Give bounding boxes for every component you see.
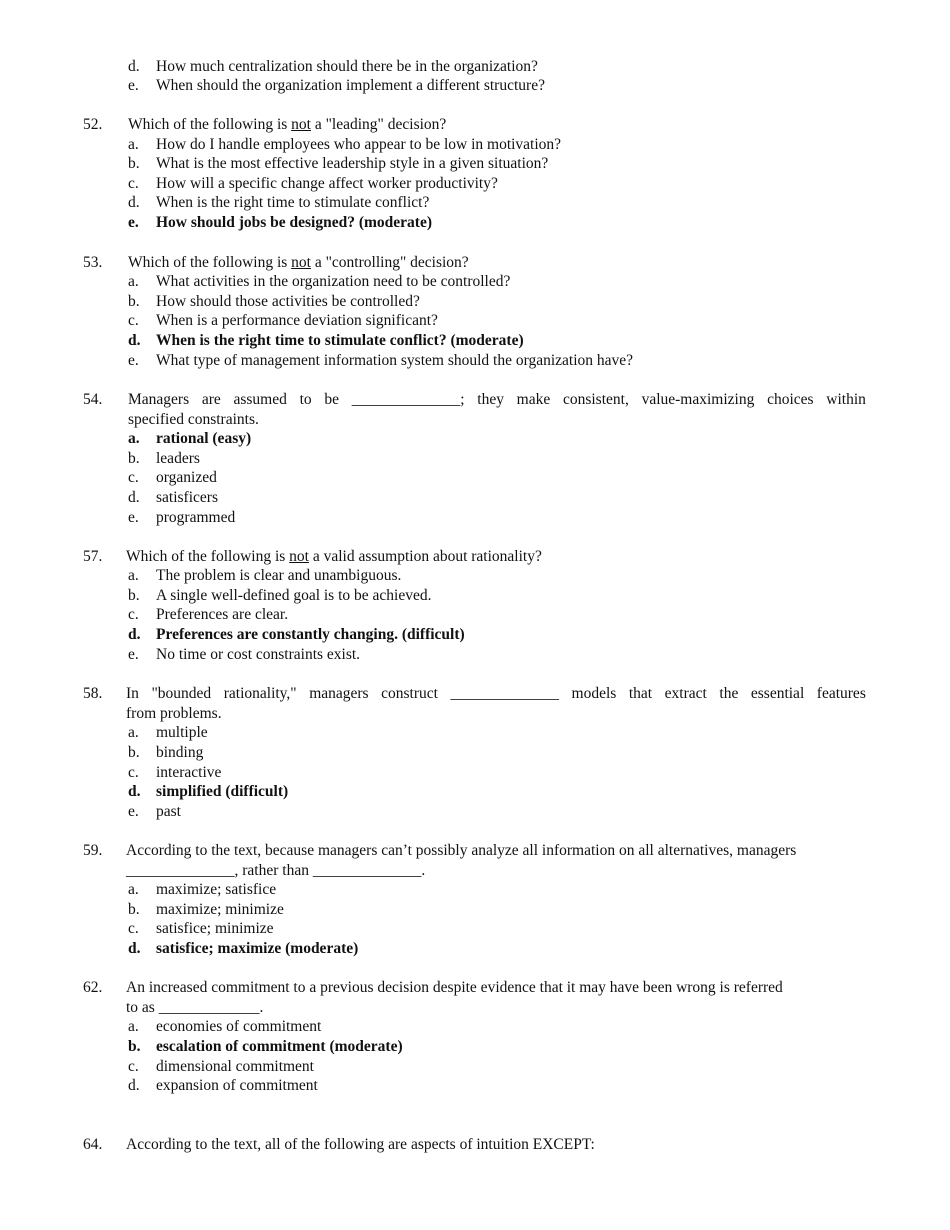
- option-letter: e.: [128, 803, 139, 820]
- option-text: satisfice; maximize (moderate): [156, 940, 359, 957]
- question-stem: [0, 1135, 950, 1155]
- stem-word: features: [816, 685, 866, 702]
- stem-word: make: [516, 391, 551, 408]
- option-letter: a.: [128, 724, 139, 741]
- stem-word: value-maximizing: [641, 391, 755, 408]
- option-letter: e.: [128, 77, 139, 94]
- question-stem: [0, 390, 950, 410]
- option-letter: a.: [128, 430, 140, 447]
- option-text: programmed: [156, 509, 236, 526]
- option-letter: e.: [128, 646, 139, 663]
- option-row: [0, 566, 950, 586]
- option-row: [0, 57, 950, 77]
- question-stem: [0, 547, 950, 567]
- option-letter: a.: [128, 136, 139, 153]
- answer-blank: ______________: [450, 685, 559, 702]
- option-text: economies of commitment: [156, 1018, 322, 1035]
- stem-word: construct: [381, 685, 438, 702]
- option-text: The problem is clear and unambiguous.: [156, 567, 402, 584]
- option-letter: d.: [128, 332, 141, 349]
- option-letter: d.: [128, 626, 141, 643]
- option-letter: a.: [128, 1018, 139, 1035]
- question-text: [126, 547, 542, 567]
- option-letter: c.: [128, 920, 139, 937]
- question-text: An increased commitment to a previous decision despite evidence that it may have been wrong is referred: [126, 979, 783, 996]
- option-row: [0, 449, 950, 469]
- stem-word: are: [201, 391, 221, 408]
- option-text: When is the right time to stimulate conflict? (moderate): [156, 332, 524, 349]
- option-letter: c.: [128, 1058, 139, 1075]
- option-letter: b.: [128, 450, 140, 467]
- option-text: expansion of commitment: [156, 1077, 318, 1094]
- answer-blank: ______________;: [351, 391, 465, 408]
- stem-part: Which of the following is: [126, 548, 290, 565]
- option-text: leaders: [156, 450, 200, 467]
- question-text: According to the text, all of the following are aspects of intuition EXCEPT:: [126, 1136, 595, 1153]
- correct-answer-row: [0, 625, 950, 645]
- stem-word: rationality,": [223, 685, 297, 702]
- option-letter: c.: [128, 469, 139, 486]
- option-letter: b.: [128, 744, 140, 761]
- question-stem: [0, 978, 950, 998]
- correct-answer-row: [0, 782, 950, 802]
- option-letter: c.: [128, 764, 139, 781]
- stem-part: Which of the following is: [128, 116, 292, 133]
- option-text: Preferences are constantly changing. (difficult): [156, 626, 465, 643]
- option-text: When is a performance deviation significant?: [156, 312, 438, 329]
- option-letter: c.: [128, 175, 139, 192]
- option-letter: d.: [128, 783, 141, 800]
- option-text: interactive: [156, 764, 222, 781]
- option-row: [0, 900, 950, 920]
- stem-word: essential: [750, 685, 805, 702]
- option-text: maximize; minimize: [156, 901, 284, 918]
- option-text: simplified (difficult): [156, 783, 289, 800]
- stem-underlined: not: [289, 548, 309, 565]
- option-row: [0, 919, 950, 939]
- stem-word: consistent,: [562, 391, 629, 408]
- option-row: [0, 193, 950, 213]
- option-text: rational (easy): [156, 430, 252, 447]
- option-row: [0, 723, 950, 743]
- option-text: What type of management information system should the organization have?: [156, 352, 634, 369]
- stem-part: a "leading" decision?: [310, 116, 447, 133]
- question-stem: [0, 841, 950, 861]
- question-text-line: [126, 684, 866, 704]
- option-row: [0, 351, 950, 371]
- option-text: How much centralization should there be in the organization?: [156, 58, 538, 75]
- stem-word: models: [571, 685, 617, 702]
- correct-answer-row: [0, 1037, 950, 1057]
- stem-word: In: [126, 685, 139, 702]
- question-number: 62.: [83, 979, 103, 996]
- stem-part: a "controlling" decision?: [310, 254, 469, 271]
- option-text: How will a specific change affect worker productivity?: [156, 175, 498, 192]
- option-letter: c.: [128, 606, 139, 623]
- option-row: [0, 586, 950, 606]
- option-row: [0, 135, 950, 155]
- option-text: How should those activities be controlled?: [156, 293, 420, 310]
- question-stem: [0, 684, 950, 704]
- question-text: [128, 115, 446, 135]
- option-letter: e.: [128, 214, 139, 231]
- question-number: 64.: [83, 1136, 103, 1153]
- option-row: [0, 763, 950, 783]
- option-row: [0, 154, 950, 174]
- option-row: [0, 292, 950, 312]
- option-text: When should the organization implement a different structure?: [156, 77, 545, 94]
- question-number: 58.: [83, 685, 103, 702]
- option-letter: a.: [128, 567, 139, 584]
- question-text: [128, 253, 469, 273]
- question-text: According to the text, because managers can’t possibly analyze all information on all alternatives, managers: [126, 842, 797, 859]
- option-text: maximize; satisfice: [156, 881, 277, 898]
- correct-answer-row: [0, 429, 950, 449]
- stem-underlined: not: [291, 116, 311, 133]
- option-text: dimensional commitment: [156, 1058, 314, 1075]
- question-text-line: ______________, rather than ______________.: [126, 862, 426, 879]
- option-letter: a.: [128, 273, 139, 290]
- option-letter: d.: [128, 940, 141, 957]
- option-letter: e.: [128, 352, 139, 369]
- stem-word: that: [628, 685, 653, 702]
- option-letter: b.: [128, 587, 140, 604]
- option-text: satisfice; minimize: [156, 920, 274, 937]
- stem-word: the: [719, 685, 739, 702]
- option-letter: b.: [128, 293, 140, 310]
- option-text: organized: [156, 469, 217, 486]
- option-row: [0, 645, 950, 665]
- option-letter: c.: [128, 312, 139, 329]
- option-text: past: [156, 803, 181, 820]
- stem-word: choices: [767, 391, 814, 408]
- question-text-line: [128, 390, 866, 410]
- stem-word: to: [299, 391, 312, 408]
- stem-word: Managers: [128, 391, 190, 408]
- stem-part: Which of the following is: [128, 254, 292, 271]
- option-letter: d.: [128, 194, 140, 211]
- stem-word: be: [324, 391, 340, 408]
- question-number: 53.: [83, 254, 103, 271]
- option-letter: b.: [128, 901, 140, 918]
- correct-answer-row: [0, 939, 950, 959]
- option-row: [0, 488, 950, 508]
- option-row: [0, 605, 950, 625]
- correct-answer-row: [0, 213, 950, 233]
- option-letter: e.: [128, 509, 139, 526]
- option-text: What activities in the organization need to be controlled?: [156, 273, 511, 290]
- question-text-line: to as _____________.: [126, 999, 264, 1016]
- stem-word: extract: [664, 685, 707, 702]
- option-text: When is the right time to stimulate conflict?: [156, 194, 430, 211]
- option-letter: a.: [128, 881, 139, 898]
- option-text: How do I handle employees who appear to be low in motivation?: [156, 136, 562, 153]
- option-text: Preferences are clear.: [156, 606, 289, 623]
- option-row: [0, 1057, 950, 1077]
- option-text: binding: [156, 744, 204, 761]
- option-text: No time or cost constraints exist.: [156, 646, 361, 663]
- option-row: [0, 802, 950, 822]
- option-row: [0, 743, 950, 763]
- option-letter: b.: [128, 155, 140, 172]
- stem-word: "bounded: [151, 685, 212, 702]
- stem-part: a valid assumption about rationality?: [308, 548, 542, 565]
- option-row: [0, 880, 950, 900]
- question-stem: [0, 253, 950, 273]
- correct-answer-row: [0, 331, 950, 351]
- option-text: A single well-defined goal is to be achieved.: [156, 587, 432, 604]
- option-letter: d.: [128, 1077, 140, 1094]
- option-row: [0, 1017, 950, 1037]
- option-text: satisficers: [156, 489, 218, 506]
- question-number: 57.: [83, 548, 103, 565]
- stem-word: managers: [309, 685, 369, 702]
- question-number: 54.: [83, 391, 103, 408]
- stem-word: within: [826, 391, 866, 408]
- option-row: [0, 76, 950, 96]
- question-stem: [0, 115, 950, 135]
- option-letter: d.: [128, 489, 140, 506]
- question-text-line: specified constraints.: [128, 411, 259, 428]
- option-text: multiple: [156, 724, 208, 741]
- option-row: [0, 1076, 950, 1096]
- question-number: 52.: [83, 116, 103, 133]
- stem-word: they: [477, 391, 504, 408]
- option-row: [0, 468, 950, 488]
- option-text: How should jobs be designed? (moderate): [156, 214, 433, 231]
- question-text-line: from problems.: [126, 705, 222, 722]
- stem-word: assumed: [233, 391, 287, 408]
- question-number: 59.: [83, 842, 103, 859]
- option-text: escalation of commitment (moderate): [156, 1038, 403, 1055]
- option-row: [0, 174, 950, 194]
- stem-underlined: not: [291, 254, 311, 271]
- option-letter: d.: [128, 58, 140, 75]
- option-row: [0, 272, 950, 292]
- option-text: What is the most effective leadership style in a given situation?: [156, 155, 549, 172]
- option-row: [0, 508, 950, 528]
- option-letter: b.: [128, 1038, 141, 1055]
- option-row: [0, 311, 950, 331]
